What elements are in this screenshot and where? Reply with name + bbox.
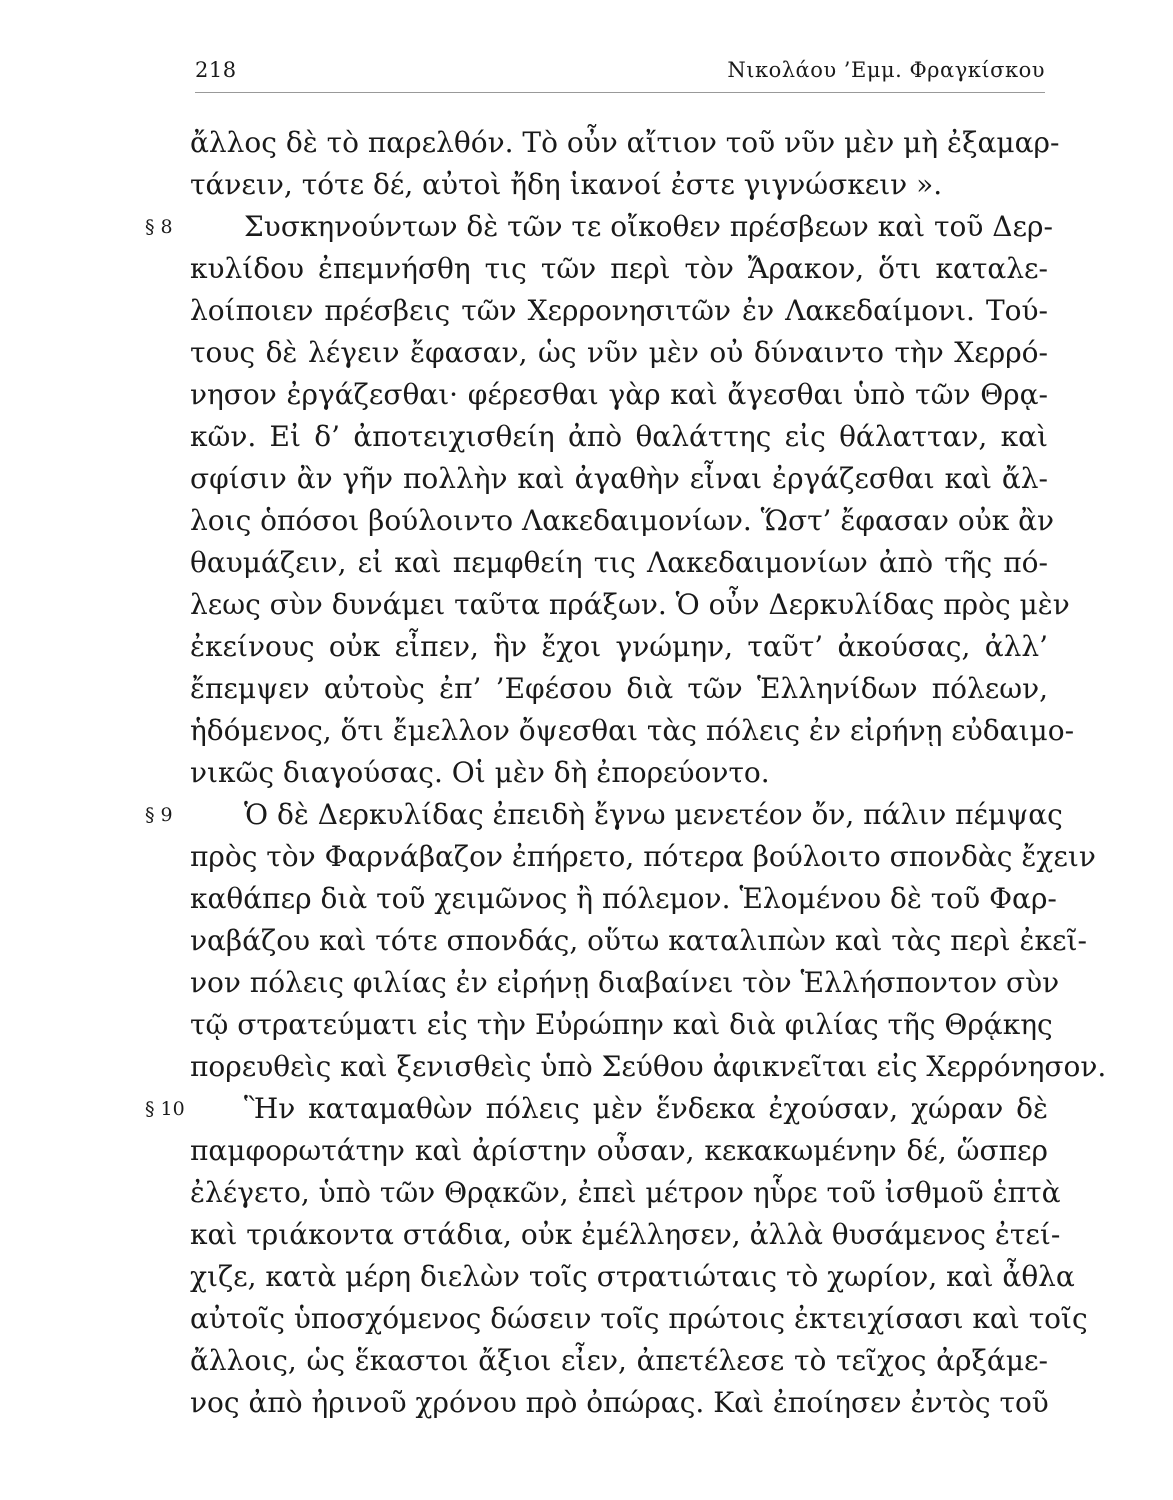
text-line <box>190 458 1048 500</box>
text-line <box>190 584 1070 626</box>
line-text: χιζε, κατὰ μέρη διελὼν τοῖς στρατιώταις τὸ χωρίον, καὶ ἆθλα <box>190 1260 1075 1293</box>
line-text: κυλίδου ἐπεμνήσθη τις τῶν περὶ τὸν Ἄρακον, ὅτι καταλε- <box>190 252 1048 285</box>
line-text: πορευθεὶς καὶ ξενισθεὶς ὑπὸ Σεύθου ἀφικνεῖται εἰς Χερρόνησον. <box>190 1050 1107 1083</box>
line-text: ἔπεμψεν αὐτοὺς ἐπ’ ’Εφέσου διὰ τῶν Ἑλληνίδων πόλεων, <box>190 672 1048 705</box>
line-text: καὶ τριάκοντα στάδια, οὐκ ἐμέλλησεν, ἀλλὰ θυσάμενος ἐτεί- <box>190 1218 1061 1251</box>
line-text: θαυμάζειν, εἰ καὶ πεμφθείη τις Λακεδαιμονίων ἀπὸ τῆς πό- <box>190 546 1048 579</box>
line-text: ἐλέγετο, ὑπὸ τῶν Θρᾳκῶν, ἐπεὶ μέτρον ηὗρε τοῦ ἰσθμοῦ ἑπτὰ <box>190 1176 1061 1209</box>
text-line <box>190 1382 1048 1424</box>
text-line <box>190 1130 1048 1172</box>
line-text: σφίσιν ἂν γῆν πολλὴν καὶ ἀγαθὴν εἶναι ἐργάζεσθαι καὶ ἄλ- <box>190 462 1048 495</box>
text-line <box>190 836 1096 878</box>
line-text: νος ἀπὸ ἠρινοῦ χρόνου πρὸ ὀπώρας. Καὶ ἐποίησεν ἐντὸς τοῦ <box>190 1386 1049 1419</box>
line-text: Ὁ δὲ Δερκυλίδας ἐπειδὴ ἔγνω μενετέον ὄν, πάλιν πέμψας <box>244 798 1063 831</box>
line-text: αὐτοῖς ὑποσχόμενος δώσειν τοῖς πρώτοις ἐκτειχίσασι καὶ τοῖς <box>190 1302 1088 1335</box>
section-marker: § 8 <box>145 216 173 238</box>
running-header <box>195 58 1045 88</box>
line-text: νησον ἐργάζεσθαι· φέρεσθαι γὰρ καὶ ἄγεσθαι ὑπὸ τῶν Θρᾳ- <box>190 378 1048 411</box>
header-rule <box>195 92 1045 93</box>
text-line <box>190 374 1048 416</box>
text-line <box>190 878 1057 920</box>
section-marker: § 9 <box>145 804 173 826</box>
text-line <box>145 794 1063 836</box>
body-text <box>145 122 1107 1424</box>
line-text: τάνειν, τότε δέ, αὐτοὶ ἤδη ἱκανοί ἐστε γιγνώσκειν ». <box>190 168 943 201</box>
text-line <box>190 962 1060 1004</box>
text-line <box>190 164 1048 206</box>
text-line <box>190 500 1055 542</box>
text-line <box>145 206 1053 248</box>
line-text: πρὸς τὸν Φαρνάβαζον ἐπήρετο, πότερα βούλοιτο σπονδὰς ἔχειν <box>190 840 1096 873</box>
text-line <box>190 290 1048 332</box>
line-text: νικῶς διαγούσας. Οἱ μὲν δὴ ἐπορεύοντο. <box>190 756 770 789</box>
line-text: παμφορωτάτην καὶ ἀρίστην οὖσαν, κεκακωμένην δέ, ὥσπερ <box>190 1134 1048 1167</box>
text-line <box>190 1172 1061 1214</box>
line-text: κῶν. Εἰ δ’ ἀποτειχισθείη ἀπὸ θαλάττης εἰς θάλατταν, καὶ <box>190 420 1048 453</box>
page-number: 218 <box>195 58 237 82</box>
line-text: λεως σὺν δυνάμει ταῦτα πράξων. Ὁ οὖν Δερκυλίδας πρὸς μὲν <box>190 588 1070 621</box>
section-marker: § 10 <box>145 1098 185 1120</box>
line-text: ἡδόμενος, ὅτι ἔμελλον ὄψεσθαι τὰς πόλεις ἐν εἰρήνῃ εὐδαιμο- <box>190 714 1075 747</box>
text-line <box>190 332 1048 374</box>
line-text: λοις ὁπόσοι βούλοιντο Λακεδαιμονίων. Ὥστ’ ἔφασαν οὐκ ἂν <box>190 504 1055 537</box>
text-line <box>190 416 1048 458</box>
text-line <box>190 1004 1053 1046</box>
text-line <box>190 920 1087 962</box>
text-line <box>190 1256 1075 1298</box>
line-text: λοίποιεν πρέσβεις τῶν Χερρονησιτῶν ἐν Λακεδαίμονι. Τού- <box>190 294 1048 327</box>
text-line <box>190 668 1048 710</box>
line-text: ναβάζου καὶ τότε σπονδάς, οὕτω καταλιπὼν καὶ τὰς περὶ ἐκεῖ- <box>190 924 1087 957</box>
text-line <box>190 752 1048 794</box>
text-line <box>190 122 1060 164</box>
line-text: ἄλλος δὲ τὸ παρελθόν. Τὸ οὖν αἴτιον τοῦ νῦν μὲν μὴ ἐξαμαρ- <box>190 126 1060 159</box>
running-title: Νικολάου ’Εμμ. Φραγκίσκου <box>727 58 1045 82</box>
line-text: τους δὲ λέγειν ἔφασαν, ὡς νῦν μὲν οὐ δύναιντο τὴν Χερρό- <box>190 336 1048 369</box>
text-line <box>190 1340 1048 1382</box>
text-line <box>145 1088 1048 1130</box>
line-text: καθάπερ διὰ τοῦ χειμῶνος ἢ πόλεμον. Ἑλομένου δὲ τοῦ Φαρ- <box>190 882 1057 915</box>
text-line <box>190 710 1075 752</box>
text-line <box>190 1046 1107 1088</box>
line-text: Ἣν καταμαθὼν πόλεις μὲν ἕνδεκα ἐχούσαν, χώραν δὲ <box>244 1092 1048 1125</box>
text-line <box>190 1214 1061 1256</box>
line-text: Συσκηνούντων δὲ τῶν τε οἴκοθεν πρέσβεων καὶ τοῦ Δερ- <box>244 210 1053 243</box>
line-text: ἄλλοις, ὡς ἕκαστοι ἄξιοι εἶεν, ἀπετέλεσε τὸ τεῖχος ἀρξάμε- <box>190 1344 1048 1377</box>
line-text: νον πόλεις φιλίας ἐν εἰρήνῃ διαβαίνει τὸν Ἑλλήσποντον σὺν <box>190 966 1060 999</box>
line-text: ἐκείνους οὐκ εἶπεν, ἣν ἔχοι γνώμην, ταῦτ’ ἀκούσας, ἀλλ’ <box>190 630 1048 663</box>
text-line <box>190 542 1048 584</box>
text-line <box>190 626 1048 668</box>
text-line <box>190 248 1048 290</box>
text-line <box>190 1298 1088 1340</box>
line-text: τῷ στρατεύματι εἰς τὴν Εὐρώπην καὶ διὰ φιλίας τῆς Θρᾴκης <box>190 1008 1053 1041</box>
